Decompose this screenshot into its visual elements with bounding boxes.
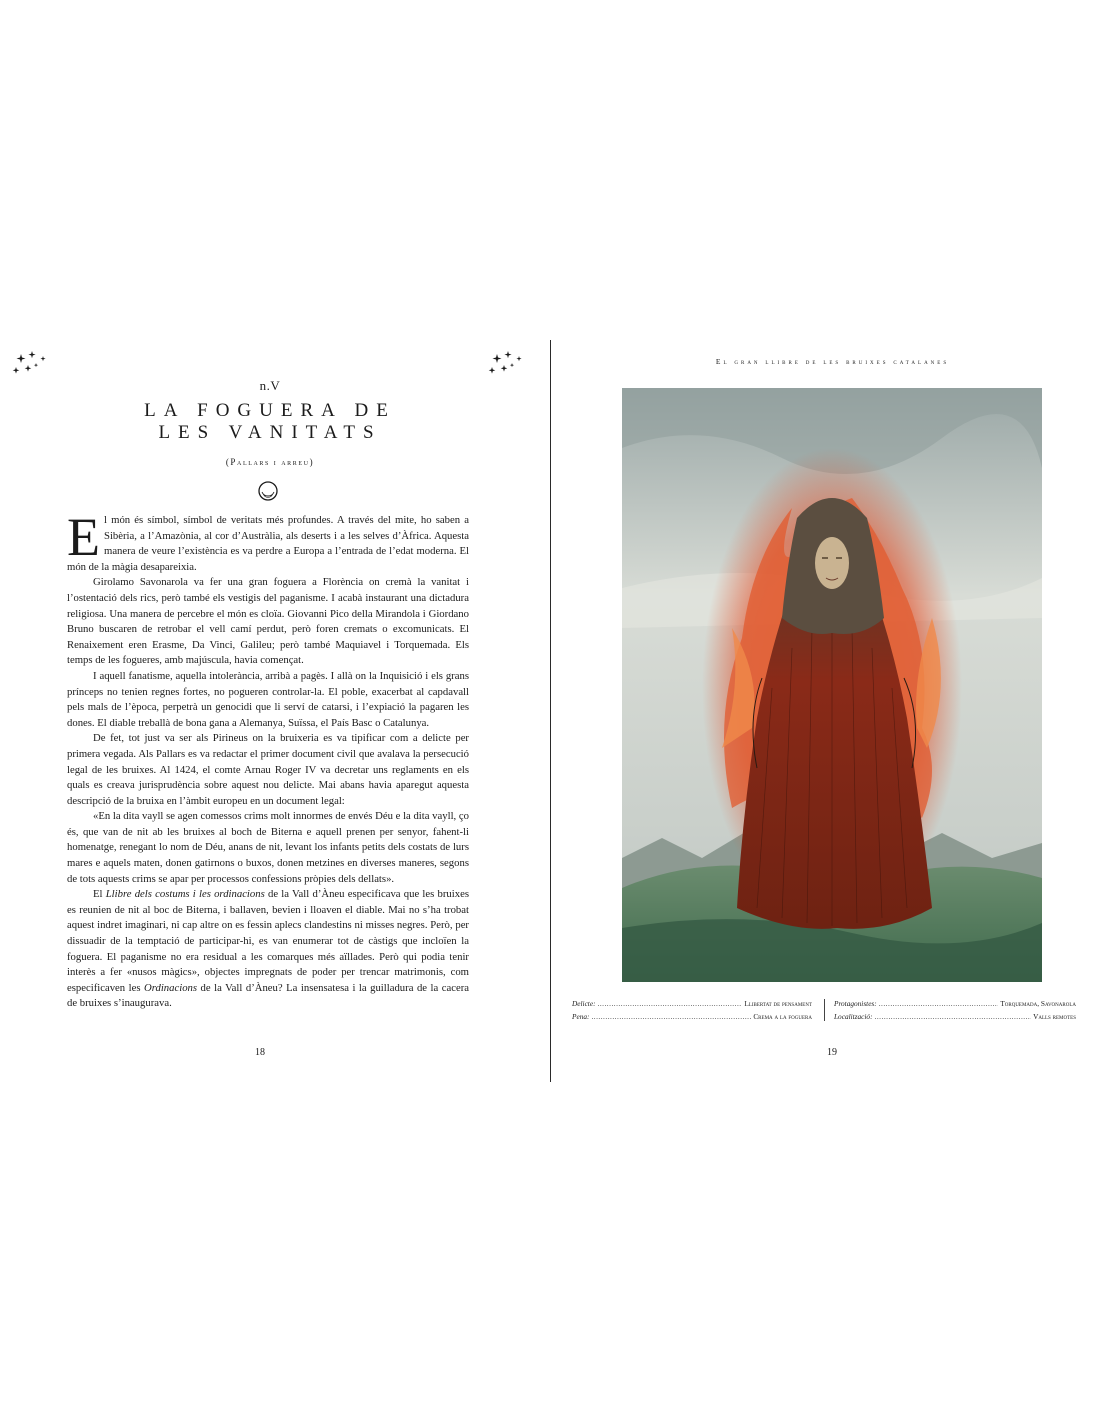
leader-dots bbox=[879, 997, 999, 1010]
paragraph-text: de la Vall d’Àneu? La insensatesa i la guilladura de la cacera de bruixes s’inaugurava. bbox=[67, 981, 469, 1010]
leader-dots bbox=[598, 997, 743, 1010]
quotation: «En la dita vayll se agen comessos crims molt innormes de envés Déu e la dita vayll, ço és, que van de nit ab les bruixes al boch de Biterna e aquell prenen per senyor, fahent-li homenatge, renegant lo nom de Déu, anans de nit, levant los infants petits dels costats de lurs mares e aquels maten, donen gatirnons o buxos, donen metzines en diverses maneres, segons de tots aquests crims se apar per processos confessions pròpies dels dellats». bbox=[67, 810, 469, 885]
metadata-label: Delicte: bbox=[572, 999, 596, 1008]
metadata-divider bbox=[824, 999, 825, 1021]
paragraph bbox=[67, 507, 469, 575]
metadata-left bbox=[572, 997, 812, 1023]
metadata-value: Torquemada, Savonarola bbox=[1000, 999, 1076, 1008]
chapter-number: n.V bbox=[259, 378, 281, 393]
gutter-divider bbox=[550, 340, 551, 1082]
leader-dots bbox=[875, 1010, 1032, 1023]
metadata-label: Pena: bbox=[572, 1012, 590, 1021]
book-title: Ordinacions bbox=[144, 981, 198, 994]
metadata-label: Protagonistes: bbox=[834, 999, 877, 1008]
metadata-value: Llibertat de pensament bbox=[744, 999, 812, 1008]
running-head: El gran llibre de les bruixes catalanes bbox=[715, 357, 950, 366]
book-title: Llibre dels costums i les ordinacions bbox=[105, 888, 265, 901]
metadata-row-pena bbox=[572, 1010, 812, 1023]
page-number: 18 bbox=[255, 1047, 265, 1058]
chapter-title bbox=[0, 400, 540, 444]
paragraph bbox=[67, 887, 469, 1012]
metadata-row-protagonistes bbox=[834, 997, 1076, 1010]
stars-ornament-icon bbox=[488, 350, 524, 380]
metadata-value: Crema a la foguera bbox=[753, 1012, 812, 1021]
metadata-label: Localització: bbox=[834, 1012, 873, 1021]
paragraph: I aquell fanatisme, aquella intolerància, arribà a pagès. I allà on la Inquisició i els grans prínceps no tenien regnes fortes, no pogueren controlar-la. El poble, exacerbat al capdavall pels mals de l’època, perpetrà un genocidi que li serví de catarsi, i l’expiació la pagaren les dones. El diable treballà de bona gana a Alemanya, Suïssa, el País Basc o Catalunya. bbox=[67, 669, 469, 729]
metadata-row-delicte bbox=[572, 997, 812, 1010]
chapter-title-line2: LES VANITATS bbox=[158, 422, 382, 443]
leader-dots bbox=[591, 1010, 751, 1023]
paragraph-text: l món és símbol, símbol de veritats més profundes. A través del mite, ho saben a Sibèria, a l’Amazònia, al cor d’Austràlia, als deserts i a les selves d’Àfrica. Aquesta manera de veure l’existència es va perdre a Europa a l’entrada de l’edat moderna. El món de la màgia desapareixia. bbox=[67, 514, 469, 573]
paragraph: Girolamo Savonarola va fer una gran foguera a Florència on cremà la vanitat i l’ostentació dels rics, però també els vestigis del paganisme. I acabà instaurant una dictadura religiosa. Una manera de percebre el món es cloïa. Giovanni Pico della Mirandola i Giordano Bruno buscaren de retrobar el vell camí perdut, però foren cremats o excomunicats. El Renaixement eren Erasme, Da Vinci, Galileu; però també Maquiavel i Torquemada. Els temps de les fogueres, amb majúscula, havia començat. bbox=[67, 576, 469, 667]
page-number: 19 bbox=[827, 1047, 837, 1058]
metadata-right bbox=[834, 997, 1076, 1023]
chapter-subtitle: (Pallars i arreu) bbox=[225, 457, 315, 467]
moon-icon bbox=[257, 480, 279, 502]
stars-ornament-icon bbox=[12, 350, 48, 380]
drop-cap: E bbox=[67, 507, 100, 567]
paragraph-text: El bbox=[93, 888, 106, 901]
paragraph-text: de la Vall d’Àneu especificava que les bruixes es reunien de nit al boc de Biterna, i ballaven, bevien i lloaven el diable. Mai no s’ha trobat aquest indret imaginari, ni cap altre on es fessin aplecs clandestins ni misses negres. Però, per dissuadir de la temptació de participar-hi, es van enumerar tot de càstigs que incloïen la foguera. El paganisme no era residual a les comarques més aïllades. Però qui podia tenir interès a fer «nusos màgics», objectes impregnats de poder per trencar matrimonis, com especificaven les bbox=[67, 888, 469, 994]
metadata-row-localitzacio bbox=[834, 1010, 1076, 1023]
witch-fire-illustration bbox=[622, 388, 1042, 982]
paragraph: De fet, tot just va ser als Pirineus on la bruixeria es va tipificar com a delicte per primera vegada. Als Pallars es va redactar el primer document civil que avalava la persecució legal de les bruixes. Al 1424, el comte Arnau Roger IV va decretar uns reglaments en els quals es creava jurisprudència sobre aquest nou delicte. Mai abans havia aparegut aquesta descripció de la bruixa en l’àmbit europeu en un document legal: bbox=[67, 732, 469, 807]
chapter-title-line1: LA FOGUERA DE bbox=[144, 400, 396, 421]
metadata-value: Valls remotes bbox=[1033, 1012, 1076, 1021]
body-text bbox=[67, 507, 469, 1012]
